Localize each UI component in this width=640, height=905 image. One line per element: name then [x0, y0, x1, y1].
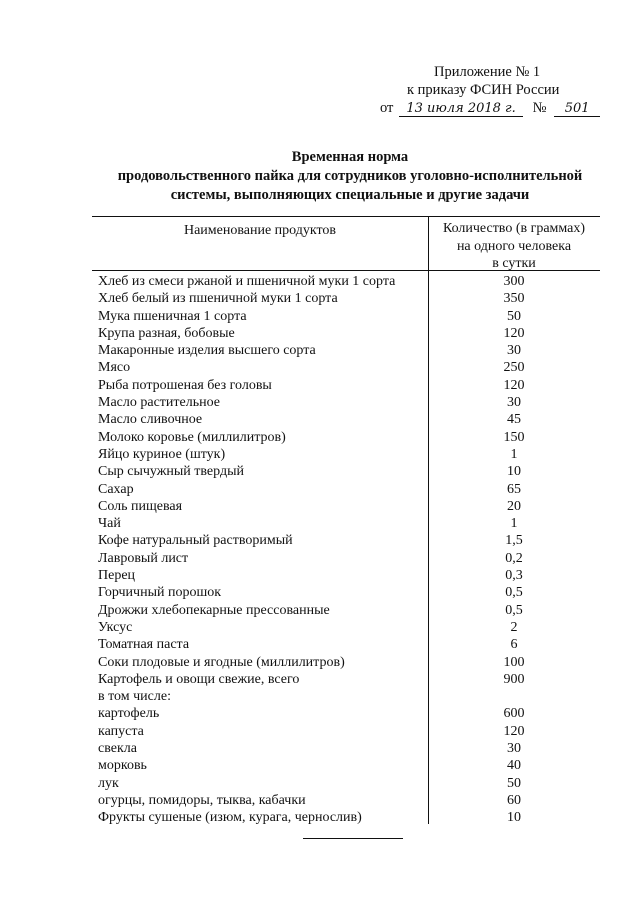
product-quantity: 350 — [503, 291, 525, 307]
product-quantity: 40 — [507, 758, 521, 774]
product-quantity: 10 — [507, 810, 521, 826]
table-row — [92, 757, 600, 774]
appendix-line-1: Приложение № 1 — [434, 64, 541, 80]
product-name: капуста — [98, 723, 144, 739]
product-name: Чай — [98, 516, 121, 532]
table-row — [92, 463, 600, 480]
product-quantity: 65 — [507, 481, 521, 497]
table-row — [92, 567, 600, 584]
product-quantity: 50 — [507, 308, 521, 324]
product-quantity: 30 — [507, 741, 521, 757]
table-row — [92, 792, 600, 809]
table-row — [92, 723, 600, 740]
table-row — [92, 273, 600, 290]
table-row — [92, 532, 600, 549]
table-row — [92, 619, 600, 636]
product-name: Уксус — [98, 619, 133, 635]
product-quantity: 0,2 — [505, 550, 523, 566]
product-quantity: 20 — [507, 498, 521, 514]
table-top-rule — [92, 216, 600, 217]
document-title — [100, 148, 600, 205]
table-row — [92, 550, 600, 567]
table-row — [92, 809, 600, 826]
product-quantity: 1 — [510, 516, 518, 532]
product-quantity: 0,5 — [505, 602, 523, 618]
table-row — [92, 342, 600, 359]
table-row — [92, 740, 600, 757]
product-name: морковь — [98, 758, 147, 774]
product-name: Сахар — [98, 481, 134, 497]
product-name: Кофе натуральный растворимый — [98, 533, 293, 549]
product-quantity: 30 — [507, 343, 521, 359]
appendix-line-2: к приказу ФСИН России — [407, 82, 560, 98]
table-row — [92, 498, 600, 515]
table-row — [92, 446, 600, 463]
table-row — [92, 377, 600, 394]
product-quantity: 120 — [503, 325, 525, 341]
product-quantity: 150 — [503, 429, 525, 445]
product-quantity: 1,5 — [505, 533, 523, 549]
product-name: Яйцо куриное (штук) — [98, 446, 226, 462]
appendix-block — [0, 0, 640, 130]
header-product-name: Наименование продуктов — [183, 223, 337, 238]
product-name: Молоко коровье (миллилитров) — [98, 429, 286, 445]
product-name: Картофель и овощи свежие, всего — [98, 671, 300, 687]
title-sub-2: системы, выполняющих специальные и другие задачи — [170, 187, 530, 203]
product-name: Хлеб из смеси ржаной и пшеничной муки 1 сорта — [98, 274, 396, 289]
product-quantity: 10 — [507, 464, 521, 480]
title-sub-1: продовольственного пайка для сотрудников уголовно-исполнительной — [117, 168, 583, 184]
product-quantity: 60 — [507, 792, 521, 808]
product-quantity: 100 — [503, 654, 525, 670]
product-name: Хлеб белый из пшеничной муки 1 сорта — [98, 291, 338, 307]
product-name: огурцы, помидоры, тыква, кабачки — [98, 792, 306, 808]
table-row — [92, 654, 600, 671]
table-row — [92, 602, 600, 619]
product-quantity: 300 — [503, 274, 525, 289]
product-quantity: 2 — [510, 619, 518, 635]
appendix-date-line — [380, 99, 600, 117]
table-row — [92, 636, 600, 653]
product-name: Горчичный порошок — [98, 585, 222, 601]
table-row — [92, 481, 600, 498]
product-name: Сыр сычужный твердый — [98, 464, 244, 480]
product-quantity: 600 — [503, 706, 525, 722]
product-name: Перец — [98, 568, 136, 584]
table-row — [92, 688, 600, 705]
product-name: Рыба потрошеная без головы — [98, 377, 272, 393]
handwritten-date: 13 июля 2018 г. — [399, 101, 523, 117]
product-name: Мясо — [98, 360, 131, 376]
from-label: от — [380, 100, 394, 116]
product-quantity: 0,3 — [505, 568, 523, 584]
table-row — [92, 429, 600, 446]
table-row — [92, 290, 600, 307]
end-rule — [303, 838, 403, 839]
product-quantity: 6 — [510, 637, 518, 653]
product-name: Масло сливочное — [98, 412, 203, 428]
table-row — [92, 411, 600, 428]
product-name: в том числе: — [98, 689, 171, 705]
table-row — [92, 705, 600, 722]
product-name: Томатная паста — [98, 637, 190, 653]
product-name: Соки плодовые и ягодные (миллилитров) — [98, 654, 345, 670]
product-quantity: 120 — [503, 377, 525, 393]
product-name: Масло растительное — [98, 395, 220, 411]
table-row — [92, 775, 600, 792]
table-row — [92, 359, 600, 376]
table-row — [92, 671, 600, 688]
product-name: Крупа разная, бобовые — [98, 325, 235, 341]
header-quantity-line-3: в сутки — [492, 256, 536, 271]
product-name: лук — [98, 775, 119, 791]
table-row — [92, 584, 600, 601]
handwritten-number: 501 — [554, 101, 600, 117]
product-name: картофель — [98, 706, 160, 722]
header-quantity — [428, 220, 600, 273]
product-name: Макаронные изделия высшего сорта — [98, 343, 316, 359]
product-quantity: 50 — [507, 775, 521, 791]
product-quantity: 120 — [503, 723, 525, 739]
product-name: Фрукты сушеные (изюм, курага, чернослив) — [98, 810, 362, 826]
product-name: Лавровый лист — [98, 550, 189, 566]
product-quantity: 0,5 — [505, 585, 523, 601]
product-quantity: 900 — [503, 671, 525, 687]
product-quantity: 45 — [507, 412, 521, 428]
product-name: Мука пшеничная 1 сорта — [98, 308, 247, 324]
number-label: № — [532, 100, 547, 116]
header-quantity-line-2: на одного человека — [456, 238, 572, 254]
product-quantity: 30 — [507, 395, 521, 411]
table-row — [92, 325, 600, 342]
title-main: Временная норма — [291, 149, 409, 165]
table-row — [92, 515, 600, 532]
table-row — [92, 308, 600, 325]
product-name: Дрожжи хлебопекарные прессованные — [98, 602, 330, 618]
product-quantity: 250 — [503, 360, 525, 376]
product-quantity: 1 — [510, 446, 518, 462]
header-quantity-line-1: Количество (в граммах) — [442, 221, 586, 236]
product-name: свекла — [98, 741, 137, 757]
table-row — [92, 394, 600, 411]
product-name: Соль пищевая — [98, 498, 183, 514]
table-body — [92, 273, 600, 827]
